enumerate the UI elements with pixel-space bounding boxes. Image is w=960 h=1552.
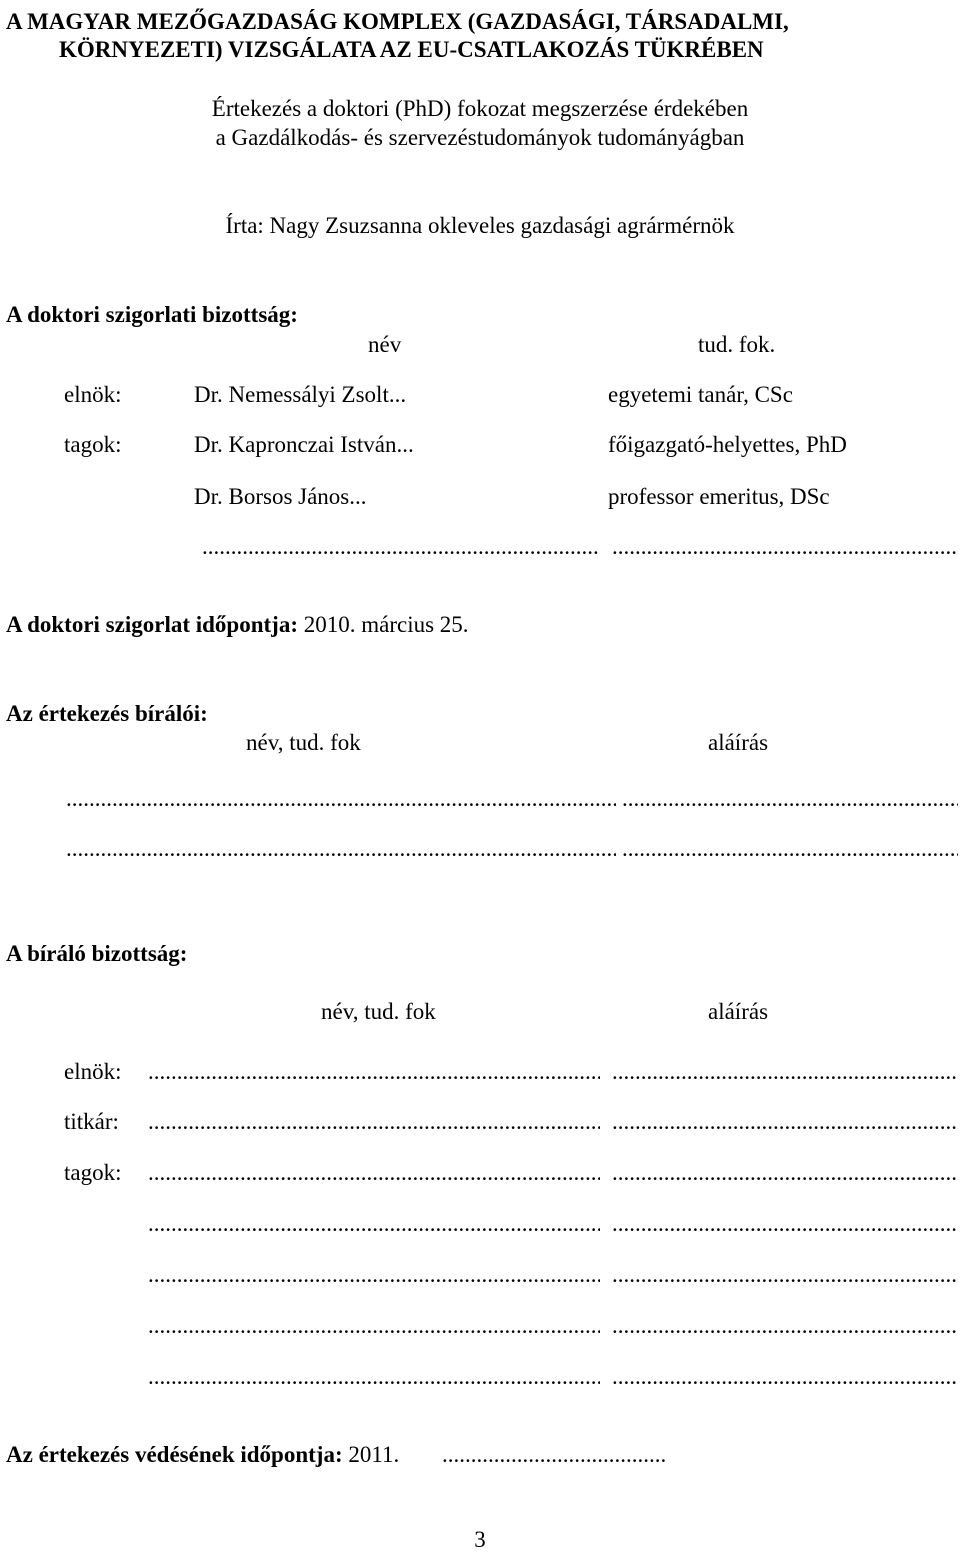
committee-member-name: Dr. Nemessályi Zsolt...: [194, 382, 407, 407]
review-board-role-members: tagok:: [64, 1160, 122, 1185]
review-board-role-chair: elnök:: [64, 1059, 122, 1084]
review-board-col-name: név, tud. fok: [321, 999, 436, 1024]
committee-member-degree: egyetemi tanár, CSc: [608, 382, 793, 407]
dotted-line: [66, 837, 616, 860]
dotted-line: [148, 1263, 600, 1286]
dotted-line: [612, 1161, 958, 1184]
committee-member-degree: főigazgató-helyettes, PhD: [608, 432, 847, 457]
review-board-heading: A bíráló bizottság:: [6, 941, 188, 966]
thesis-title-line2: KÖRNYEZETI) VIZSGÁLATA AZ EU-CSATLAKOZÁS TÜKRÉBEN: [59, 37, 764, 62]
dotted-line: [612, 1212, 958, 1235]
reviewers-col-name: név, tud. fok: [246, 730, 361, 755]
dotted-line: [622, 837, 958, 860]
dotted-line: [612, 535, 958, 558]
reviewers-col-sign: aláírás: [708, 730, 769, 755]
dotted-line: [148, 1161, 600, 1184]
committee-heading: A doktori szigorlati bizottság:: [6, 302, 298, 327]
dotted-line: [612, 1110, 958, 1133]
review-board-role-secretary: titkár:: [64, 1109, 119, 1134]
committee-member-name: Dr. Kapronczai István...: [194, 432, 414, 457]
subtitle-line2: a Gazdálkodás- és szervezéstudományok tudományágban: [215, 125, 745, 150]
dotted-line: [148, 1212, 600, 1235]
dotted-line: [148, 1365, 600, 1388]
defense-date: Az értekezés védésének időpontja: 2011.: [6, 1442, 400, 1467]
author-line: Írta: Nagy Zsuzsanna okleveles gazdasági agrármérnök: [225, 213, 735, 238]
thesis-title-line1: A MAGYAR MEZŐGAZDASÁG KOMPLEX (GAZDASÁGI, TÁRSADALMI,: [6, 9, 789, 34]
committee-member-name: Dr. Borsos János...: [194, 484, 367, 509]
dotted-line: [612, 1060, 958, 1083]
review-board-col-sign: aláírás: [708, 999, 769, 1024]
committee-col-degree: tud. fok.: [698, 332, 776, 357]
dotted-line: [622, 787, 958, 810]
committee-role-members: tagok:: [64, 432, 122, 457]
dotted-line: [202, 535, 600, 558]
committee-member-degree: professor emeritus, DSc: [608, 484, 830, 509]
subtitle-line1: Értekezés a doktori (PhD) fokozat megszerzése érdekében: [211, 96, 749, 121]
committee-col-name: név: [368, 332, 402, 357]
dotted-line: [148, 1110, 600, 1133]
dotted-line: [612, 1314, 958, 1337]
dotted-line: [148, 1314, 600, 1337]
dotted-line: [612, 1365, 958, 1388]
page-number: 3: [474, 1527, 486, 1552]
exam-date: A doktori szigorlat időpontja: 2010. március 25.: [6, 612, 469, 637]
reviewers-heading: Az értekezés bírálói:: [6, 701, 208, 726]
dotted-line: [66, 787, 616, 810]
dotted-line: [612, 1263, 958, 1286]
committee-role-chair: elnök:: [64, 382, 122, 407]
dotted-line: [442, 1443, 666, 1466]
dotted-line: [148, 1060, 600, 1083]
